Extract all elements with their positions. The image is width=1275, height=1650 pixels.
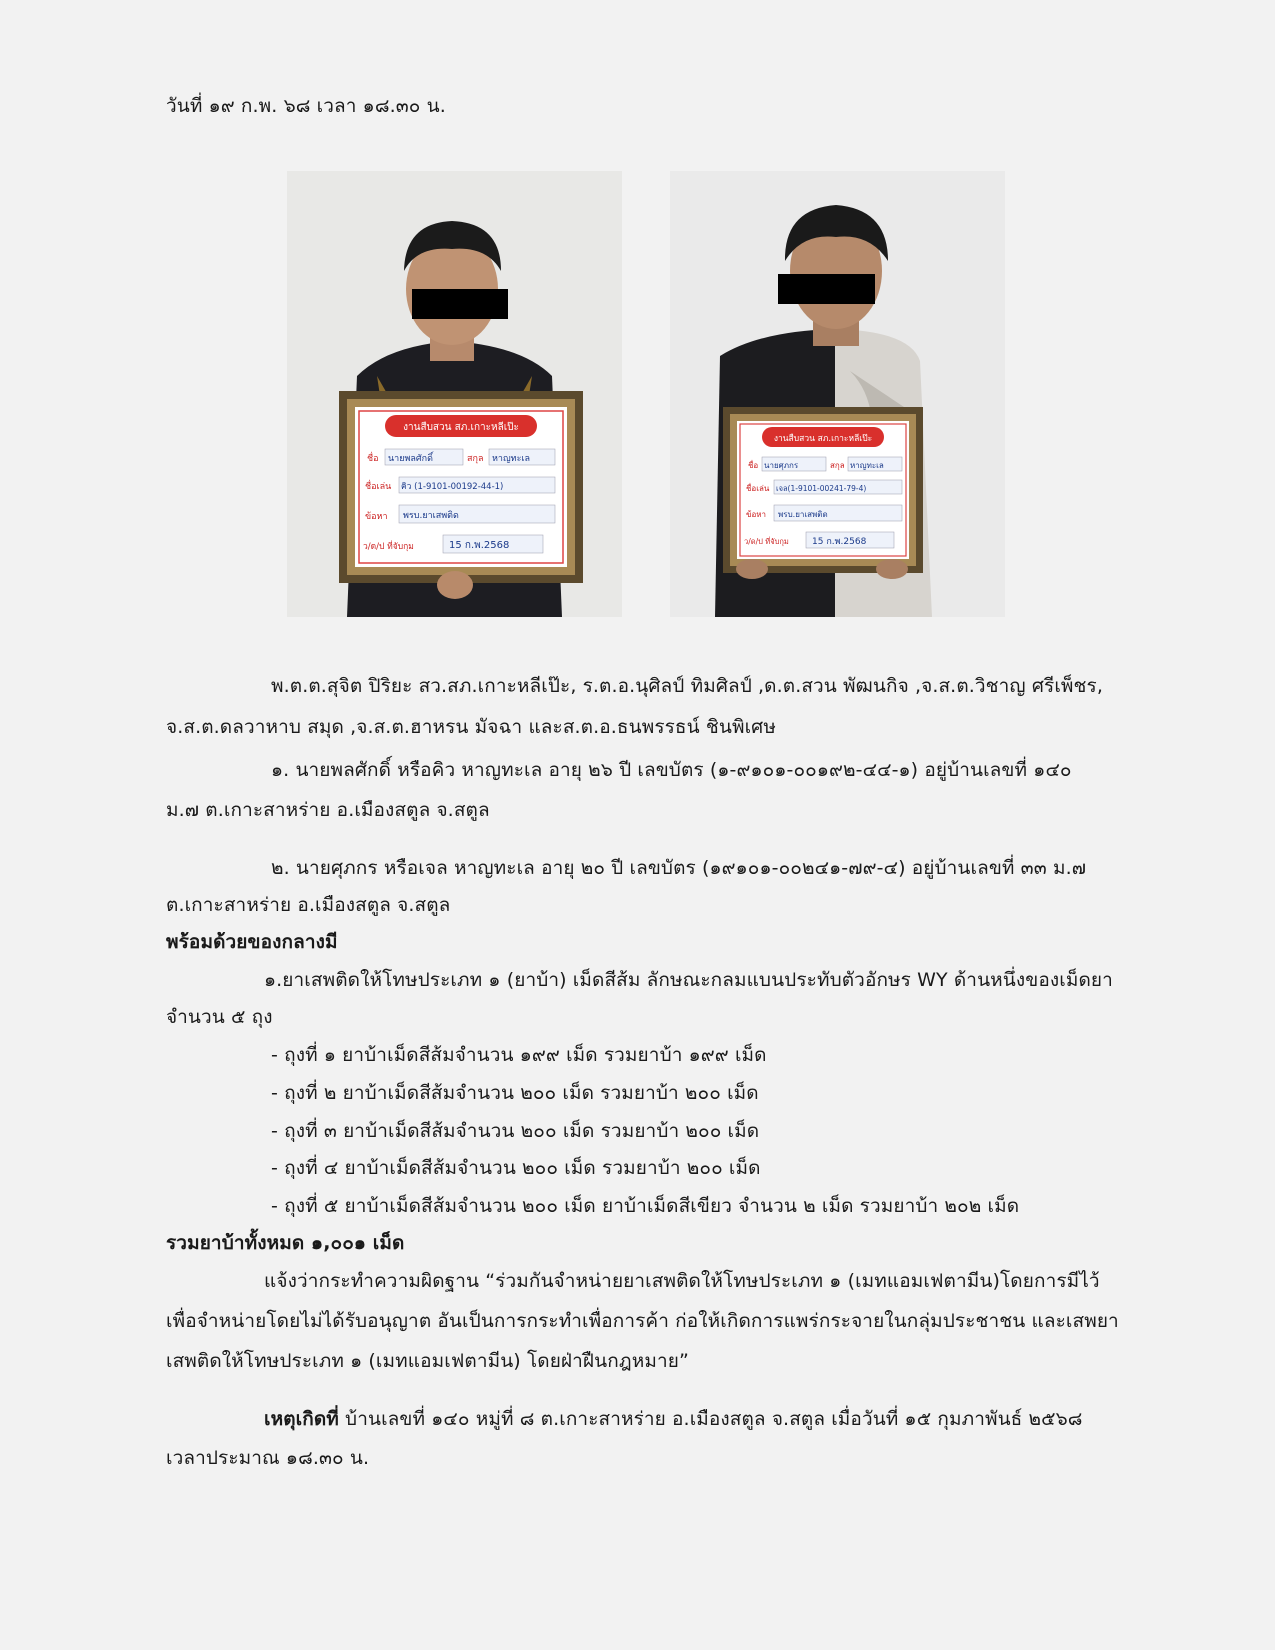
incident-line-2: เวลาประมาณ ๑๘.๓๐ น. bbox=[166, 1447, 370, 1469]
incident-text: บ้านเลขที่ ๑๔๐ หมู่ที่ ๘ ต.เกาะสาหร่าย อ.เมืองสตูล จ.สตูล เมื่อวันที่ ๑๕ กุมภาพันธ์ ๒๕๖๘ bbox=[338, 1408, 1083, 1430]
sign-name-label-1: ชื่อ bbox=[367, 454, 379, 464]
sign-date-value-2: 15 ก.พ.2568 bbox=[812, 537, 867, 547]
sign-date-label-2: ว/ด/ป ที่จับกุม bbox=[744, 537, 789, 546]
charge-line-1: แจ้งว่ากระทำความผิดฐาน “ร่วมกันจำหน่ายยาเสพติดให้โทษประเภท ๑ (เมทแอมเฟตามีน)โดยการมีไว้ bbox=[264, 1270, 1100, 1292]
charge-line-2: เพื่อจำหน่ายโดยไม่ได้รับอนุญาต อันเป็นการกระทำเพื่อการค้า ก่อให้เกิดการแพร่กระจายในกลุ่มประชาชน และเสพยา bbox=[166, 1310, 1119, 1332]
bag-item-1: - ถุงที่ ๑ ยาบ้าเม็ดสีส้มจำนวน ๑๙๙ เม็ด รวมยาบ้า ๑๙๙ เม็ด bbox=[271, 1044, 767, 1066]
bag-item-4: - ถุงที่ ๔ ยาบ้าเม็ดสีส้มจำนวน ๒๐๐ เม็ด รวมยาบ้า ๒๐๐ เม็ด bbox=[271, 1157, 761, 1179]
charge-line-3: เสพติดให้โทษประเภท ๑ (เมทแอมเฟตามีน) โดยฝ่าฝืนกฎหมาย” bbox=[166, 1350, 689, 1372]
sign-header-1: งานสืบสวน สภ.เกาะหลีเป๊ะ bbox=[403, 422, 519, 433]
officers-line-1: พ.ต.ต.สุจิต ปิริยะ สว.สภ.เกาะหลีเป๊ะ, ร.ต.อ.นุศิลป์ ทิมศิลป์ ,ด.ต.สวน พัฒนกิจ ,จ.ส.ต.วิชาญ ศรีเพ็ชร, bbox=[271, 675, 1103, 697]
suspect-1-line-1: ๑. นายพลศักดิ์ หรือคิว หาญทะเล อายุ ๒๖ ปี เลขบัตร (๑-๙๑๐๑-๐๐๑๙๒-๔๔-๑) อยู่บ้านเลขที่ ๑๔๐ bbox=[271, 759, 1072, 781]
suspect-photo-1-image bbox=[287, 171, 622, 617]
suspect-2-line-1: ๒. นายศุภกร หรือเจล หาญทะเล อายุ ๒๐ ปี เลขบัตร (๑๙๑๐๑-๐๐๒๔๑-๗๙-๔) อยู่บ้านเลขที่ ๓๓ ม.๗ bbox=[271, 857, 1087, 879]
suspect-2-line-2: ต.เกาะสาหร่าย อ.เมืองสตูล จ.สตูล bbox=[166, 894, 451, 916]
suspect-photo-1 bbox=[287, 171, 622, 617]
bag-item-2: - ถุงที่ ๒ ยาบ้าเม็ดสีส้มจำนวน ๒๐๐ เม็ด รวมยาบ้า ๒๐๐ เม็ด bbox=[271, 1082, 759, 1104]
sign-name-label-2: ชื่อ bbox=[748, 461, 759, 470]
sign-charge-label-2: ข้อหา bbox=[746, 510, 767, 519]
sign-date-value-1: 15 ก.พ.2568 bbox=[449, 540, 510, 551]
officers-line-2: จ.ส.ต.ดลวาหาบ สมุด ,จ.ส.ต.ฮาหรน มัจฉา และส.ต.อ.ธนพรรธน์ ชินพิเศษ bbox=[166, 716, 776, 738]
sign-alias-value-1: คิว (1-9101-00192-44-1) bbox=[401, 482, 504, 492]
sign-date-label-1: ว/ด/ป ที่จับกุม bbox=[363, 542, 414, 552]
sign-alias-label-1: ชื่อเล่น bbox=[365, 482, 392, 492]
incident-label: เหตุเกิดที่ bbox=[264, 1408, 339, 1430]
suspect-photo-2 bbox=[670, 171, 1005, 617]
evidence-line-1: ๑.ยาเสพติดให้โทษประเภท ๑ (ยาบ้า) เม็ดสีส้ม ลักษณะกลมแบนประทับตัวอักษร WY ด้านหนึ่งของเม็ดยา bbox=[264, 969, 1113, 991]
sign-charge-value-2: พรบ.ยาเสพติด bbox=[778, 510, 828, 519]
sign-alias-label-2: ชื่อเล่น bbox=[746, 484, 770, 493]
evidence-line-2: จำนวน ๕ ถุง bbox=[166, 1006, 273, 1028]
date-line: วันที่ ๑๙ ก.พ. ๖๘ เวลา ๑๘.๓๐ น. bbox=[166, 95, 446, 117]
total-line: รวมยาบ้าทั้งหมด ๑,๐๐๑ เม็ด bbox=[166, 1232, 405, 1254]
sign-name-value-2: นายศุภกร bbox=[764, 461, 799, 470]
suspect-1-line-2: ม.๗ ต.เกาะสาหร่าย อ.เมืองสตูล จ.สตูล bbox=[166, 799, 490, 821]
sign-surname-value-1: หาญทะเล bbox=[492, 454, 531, 464]
sign-charge-value-1: พรบ.ยาเสพติด bbox=[403, 511, 459, 521]
bag-item-5: - ถุงที่ ๕ ยาบ้าเม็ดสีส้มจำนวน ๒๐๐ เม็ด ยาบ้าเม็ดสีเขียว จำนวน ๒ เม็ด รวมยาบ้า ๒๐๒ เม็ด bbox=[271, 1195, 1020, 1217]
sign-alias-value-2: เจล(1-9101-00241-79-4) bbox=[776, 484, 867, 493]
sign-header-2: งานสืบสวน สภ.เกาะหลีเป๊ะ bbox=[773, 434, 873, 444]
evidence-heading: พร้อมด้วยของกลางมี bbox=[166, 931, 338, 953]
incident-line-1 bbox=[264, 1406, 1083, 1432]
bag-item-3: - ถุงที่ ๓ ยาบ้าเม็ดสีส้มจำนวน ๒๐๐ เม็ด รวมยาบ้า ๒๐๐ เม็ด bbox=[271, 1120, 760, 1142]
sign-charge-label-1: ข้อหา bbox=[365, 512, 388, 522]
suspect-photo-2-image bbox=[670, 171, 1005, 617]
sign-surname-value-2: หาญทะเล bbox=[850, 461, 884, 470]
sign-surname-label-2: สกุล bbox=[830, 461, 845, 470]
sign-name-value-1: นายพลศักดิ์ bbox=[388, 454, 433, 464]
sign-surname-label-1: สกุล bbox=[467, 454, 484, 464]
